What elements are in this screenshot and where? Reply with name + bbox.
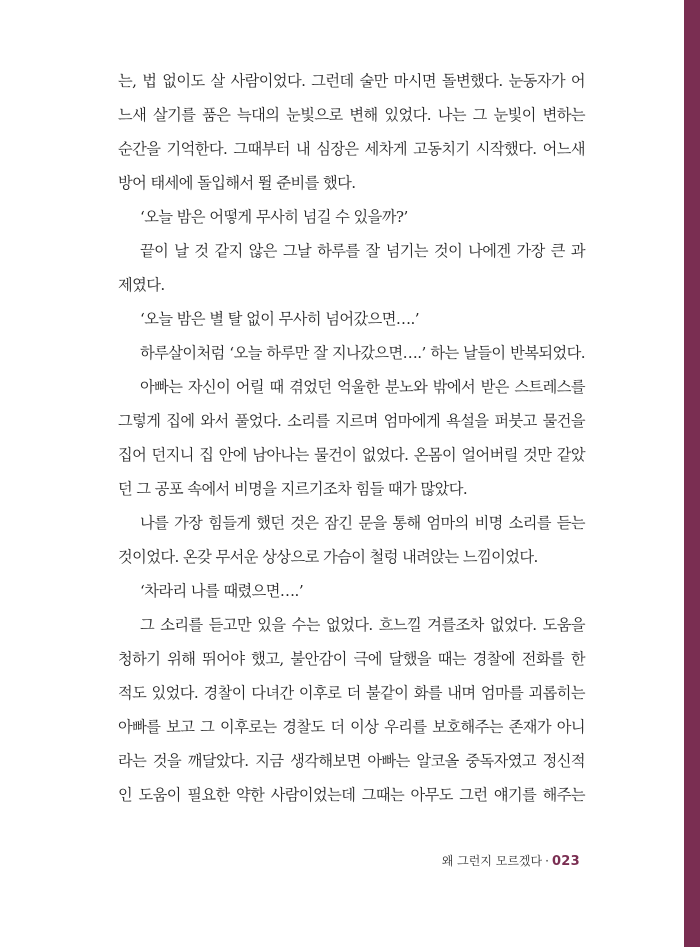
text-line: 나를 가장 힘들게 했던 것은 잠긴 문을 통해 엄마의 비명 소리를 듣는 (140, 514, 585, 532)
text-line: 느새 살기를 품은 늑대의 눈빛으로 변해 있었다. 나는 그 눈빛이 변하는 (118, 106, 585, 124)
page-number: 023 (551, 854, 580, 869)
text-line: 그 소리를 듣고만 있을 수는 없었다. 흐느낄 겨를조차 없었다. 도움을 (140, 616, 585, 634)
text-line: 것이었다. 온갖 무서운 상상으로 가슴이 철렁 내려앉는 느낌이었다. (118, 548, 538, 566)
running-title: 왜 그런지 모르겠다 (441, 854, 543, 868)
text-line: 아빠를 보고 그 이후로는 경찰도 더 이상 우리를 보호해주는 존재가 아니 (118, 718, 585, 736)
body-text (118, 64, 585, 812)
text-line: 는, 법 없이도 살 사람이었다. 그런데 술만 마시면 돌변했다. 눈동자가 어 (118, 72, 585, 90)
text-line: 제였다. (118, 276, 165, 294)
text-line: 인 도움이 필요한 약한 사람이었는데 그때는 아무도 그런 얘기를 해주는 (118, 786, 585, 804)
text-line: 적도 있었다. 경찰이 다녀간 이후로 더 불같이 화를 내며 엄마를 괴롭히는 (118, 684, 585, 702)
text-line: ‘차라리 나를 때렸으면….’ (140, 582, 304, 600)
text-line: 집어 던지니 집 안에 남아나는 물건이 없었다. 온몸이 얼어버릴 것만 같았 (118, 446, 585, 464)
text-line: 방어 태세에 돌입해서 뛸 준비를 했다. (118, 174, 356, 192)
text-line: 그렇게 집에 와서 풀었다. 소리를 지르며 엄마에게 욕설을 퍼붓고 물건을 (118, 412, 585, 430)
text-line: ‘오늘 밤은 별 탈 없이 무사히 넘어갔으면….’ (140, 310, 420, 328)
text-line: 끝이 날 것 같지 않은 그날 하루를 잘 넘기는 것이 나에겐 가장 큰 과 (140, 242, 585, 260)
text-line: ‘오늘 밤은 어떻게 무사히 넘길 수 있을까?’ (140, 208, 408, 226)
text-line: 던 그 공포 속에서 비명을 지르기조차 힘들 때가 많았다. (118, 480, 468, 498)
text-line: 라는 것을 깨달았다. 지금 생각해보면 아빠는 알코올 중독자였고 정신적 (118, 752, 585, 770)
page-footer (442, 852, 580, 869)
text-line: 하루살이처럼 ‘오늘 하루만 잘 지나갔으면….’ 하는 날들이 반복되었다. (140, 344, 585, 362)
side-color-bar (684, 0, 700, 947)
text-line: 순간을 기억한다. 그때부터 내 심장은 세차게 고동치기 시작했다. 어느새 (118, 140, 585, 158)
text-line: 청하기 위해 뛰어야 했고, 불안감이 극에 달했을 때는 경찰에 전화를 한 (118, 650, 585, 668)
footer-separator: · (545, 854, 549, 868)
text-line: 아빠는 자신이 어릴 때 겪었던 억울한 분노와 밖에서 받은 스트레스를 (140, 378, 585, 396)
